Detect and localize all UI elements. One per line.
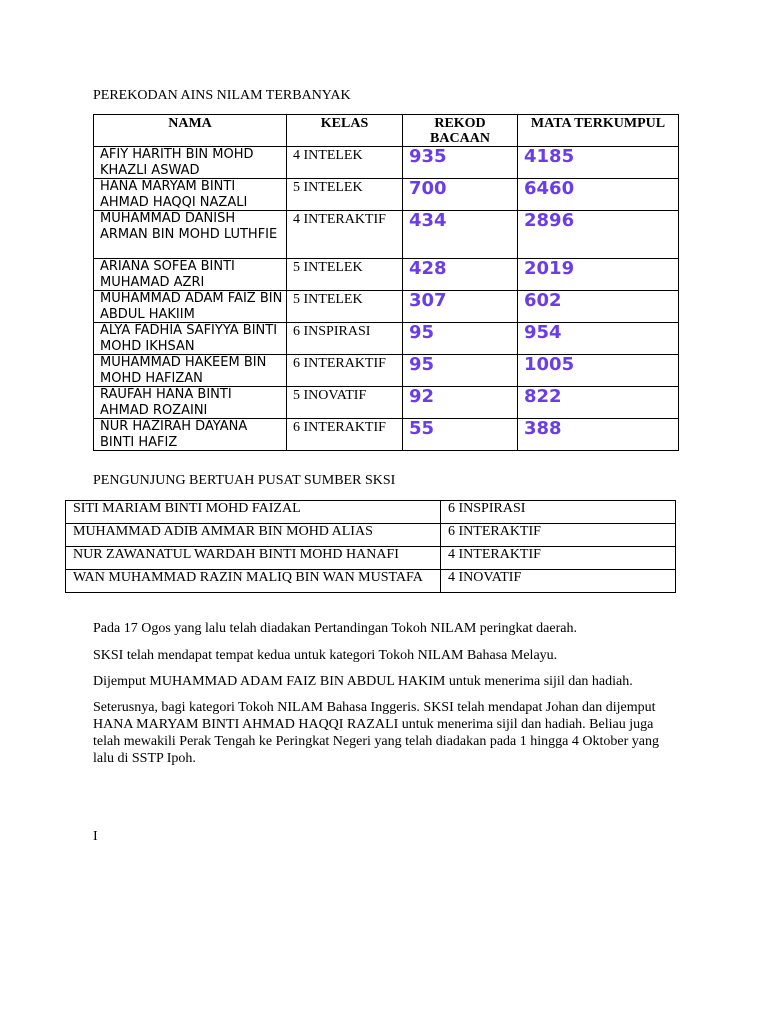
- table-row: [94, 291, 679, 323]
- cell-nama: WAN MUHAMMAD RAZIN MALIQ BIN WAN MUSTAFA: [66, 570, 441, 593]
- cell-kelas: 5 INTELEK: [287, 179, 403, 211]
- paragraph: Dijemput MUHAMMAD ADAM FAIZ BIN ABDUL HAKIM untuk menerima sijil dan hadiah.: [93, 674, 633, 689]
- cell-rekod: 92: [403, 387, 518, 419]
- cell-nama: MUHAMMAD ADAM FAIZ BIN ABDUL HAKIIM: [94, 291, 287, 323]
- cell-kelas: 6 INSPIRASI: [441, 501, 676, 524]
- cell-nama: MUHAMMAD HAKEEM BIN MOHD HAFIZAN: [94, 355, 287, 387]
- cell-kelas: 6 INSPIRASI: [287, 323, 403, 355]
- table-row: [94, 179, 679, 211]
- table-row: [94, 355, 679, 387]
- cell-kelas: 5 INTELEK: [287, 291, 403, 323]
- cell-nama: ARIANA SOFEA BINTI MUHAMAD AZRI: [94, 259, 287, 291]
- table-row: [94, 147, 679, 179]
- cell-mata: 822: [518, 387, 679, 419]
- cell-mata: 2019: [518, 259, 679, 291]
- cell-mata: 954: [518, 323, 679, 355]
- cell-nama: MUHAMMAD DANISH ARMAN BIN MOHD LUTHFIE: [94, 211, 287, 259]
- cell-mata: 4185: [518, 147, 679, 179]
- cell-mata: 2896: [518, 211, 679, 259]
- cell-rekod: 700: [403, 179, 518, 211]
- cell-mata: 602: [518, 291, 679, 323]
- section-title-pengunjung: PENGUNJUNG BERTUAH PUSAT SUMBER SKSI: [93, 473, 396, 488]
- cell-nama: NUR HAZIRAH DAYANA BINTI HAFIZ: [94, 419, 287, 451]
- cell-rekod: 434: [403, 211, 518, 259]
- table-row: [94, 419, 679, 451]
- cell-nama: ALYA FADHIA SAFIYYA BINTI MOHD IKHSAN: [94, 323, 287, 355]
- cell-kelas: 5 INTELEK: [287, 259, 403, 291]
- table-row: [66, 524, 676, 547]
- cell-mata: 388: [518, 419, 679, 451]
- cell-rekod: 935: [403, 147, 518, 179]
- table-row: [66, 570, 676, 593]
- cell-kelas: 4 INTERAKTIF: [441, 547, 676, 570]
- cell-nama: MUHAMMAD ADIB AMMAR BIN MOHD ALIAS: [66, 524, 441, 547]
- cell-kelas: 6 INTERAKTIF: [441, 524, 676, 547]
- table-row: [94, 387, 679, 419]
- section-title-nilam: PEREKODAN AINS NILAM TERBANYAK: [93, 88, 351, 103]
- cell-nama: AFIY HARITH BIN MOHD KHAZLI ASWAD: [94, 147, 287, 179]
- table-header-row: [94, 115, 679, 147]
- paragraph: SKSI telah mendapat tempat kedua untuk kategori Tokoh NILAM Bahasa Melayu.: [93, 648, 558, 663]
- nilam-records-table: [93, 114, 679, 451]
- cell-rekod: 428: [403, 259, 518, 291]
- cell-rekod: 55: [403, 419, 518, 451]
- table-row: [94, 323, 679, 355]
- cell-nama: HANA MARYAM BINTI AHMAD HAQQI NAZALI: [94, 179, 287, 211]
- header-mata-terkumpul: MATA TERKUMPUL: [518, 115, 679, 147]
- cell-nama: NUR ZAWANATUL WARDAH BINTI MOHD HANAFI: [66, 547, 441, 570]
- header-kelas: KELAS: [287, 115, 403, 147]
- table-row: [66, 547, 676, 570]
- table-row: [94, 259, 679, 291]
- paragraph: Pada 17 Ogos yang lalu telah diadakan Pertandingan Tokoh NILAM peringkat daerah.: [93, 621, 577, 636]
- cell-kelas: 6 INTERAKTIF: [287, 419, 403, 451]
- header-nama: NAMA: [94, 115, 287, 147]
- header-rekod-bacaan: REKOD BACAAN: [403, 115, 518, 147]
- paragraph: Seterusnya, bagi kategori Tokoh NILAM Bahasa Inggeris. SKSI telah mendapat Johan dan dijemput HANA MARYAM BINTI AHMAD HAQQI RAZALI untuk menerima sijil dan hadiah. Beliau juga telah mewakili Perak Tengah ke Peringkat Negeri yang telah diadakan pada 1 hingga 4 Oktober yang lalu di SSTP Ipoh.: [93, 700, 659, 766]
- cell-kelas: 6 INTERAKTIF: [287, 355, 403, 387]
- cell-rekod: 307: [403, 291, 518, 323]
- cell-kelas: 5 INOVATIF: [287, 387, 403, 419]
- cell-kelas: 4 INTELEK: [287, 147, 403, 179]
- cell-kelas: 4 INOVATIF: [441, 570, 676, 593]
- table-row: [66, 501, 676, 524]
- lucky-visitors-table: [65, 500, 676, 593]
- cell-nama: RAUFAH HANA BINTI AHMAD ROZAINI: [94, 387, 287, 419]
- table-row: [94, 211, 679, 259]
- cell-rekod: 95: [403, 355, 518, 387]
- cell-mata: 6460: [518, 179, 679, 211]
- cell-rekod: 95: [403, 323, 518, 355]
- cell-kelas: 4 INTERAKTIF: [287, 211, 403, 259]
- text-cursor-line: I: [93, 829, 98, 844]
- cell-nama: SITI MARIAM BINTI MOHD FAIZAL: [66, 501, 441, 524]
- cell-mata: 1005: [518, 355, 679, 387]
